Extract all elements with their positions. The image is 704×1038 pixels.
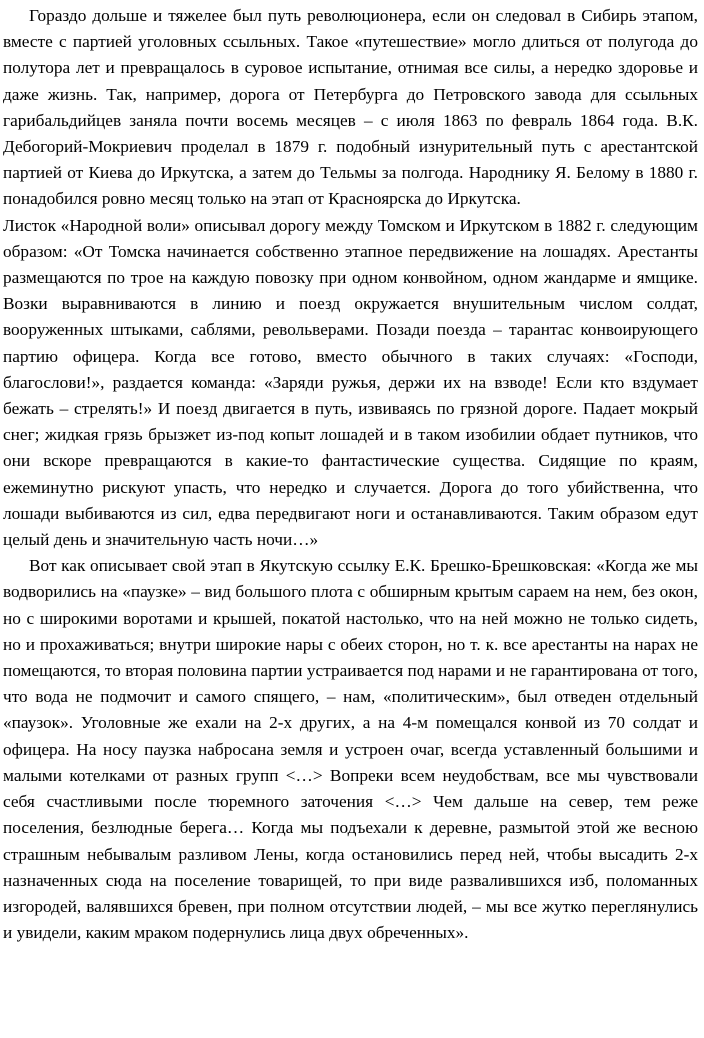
paragraph-breshko-breshkovskaya-account: Вот как описывает свой этап в Якутскую ссылку Е.К. Брешко-Брешковская: «Когда же мы водворились на «паузке» – вид большого плота с обширным крытым сараем на нем, без окон, но с широкими воротами и крышей, покатой настолько, что на ней можно не только сидеть, но и прохаживаться; внутри широкие нары с обеих сторон, но т. к. все арестанты на нарах не помещаются, то вторая половина партии устраивается под нарами и не гарантирована от того, что вода не подмочит и самого спящего, – нам, «политическим», был отведен отдельный «паузок». Уголовные же ехали на 2-х других, а на 4-м помещался конвой из 70 солдат и офицера. На носу паузка набросана земля и устроен очаг, всегда уставленный большими и малыми котелками от разных групп <…> Вопреки всем неудобствам, все мы чувствовали себя счастливыми после тюремного заточения <…> Чем дальше на север, тем реже поселения, безлюдные берега… Когда мы подъехали к деревне, размытой этой же весною страшным небывалым разливом Лены, когда остановились перед ней, чтобы высадить 2-х назначенных сюда на поселение товарищей, то при виде развалившихся изб, поломанных изгородей, валявшихся бревен, при полном отсутствии людей, – мы все жутко переглянулись и увидели, каким мраком подернулись лица двух обреченных». bbox=[3, 556, 698, 943]
paragraph-exile-convoy-journey: Гораздо дольше и тяжелее был путь революционера, если он следовал в Сибирь этапом, вместе с партией уголовных ссыльных. Такое «путешествие» могло длиться от полугода до полутора лет и превращалось в суровое испытание, отнимая все силы, а нередко здоровье и даже жизнь. Так, например, дорога от Петербурга до Петровского завода для ссыльных гарибальдийцев заняла почти восемь месяцев – с июля 1863 по февраль 1864 года. В.К. Дебогорий-Мокриевич проделал в 1879 г. подобный изнурительный путь с арестантской партией от Киева до Иркутска, а затем до Тельмы за полгода. Народнику Я. Белому в 1880 г. понадобился ровно месяц только на этап от Красноярска до Иркутска. bbox=[3, 6, 698, 209]
paragraph-narodnaya-volya-leaflet: Листок «Народной воли» описывал дорогу между Томском и Иркутском в 1882 г. следующим образом: «От Томска начинается собственно этапное передвижение на лошадях. Арестанты размещаются по трое на каждую повозку при одном конвойном, одном жандарме и ямщике. Возки выравниваются в линию и поезд окружается внушительным числом солдат, вооруженных штыками, саблями, револьверами. Позади поезда – тарантас конвоирующего партию офицера. Когда все готово, вместо обычного в таких случаях: «Господи, благослови!», раздается команда: «Заряди ружья, держи их на взводе! Если кто вздумает бежать – стрелять!» И поезд двигается в путь, извиваясь по грязной дороге. Падает мокрый снег; жидкая грязь брызжет из-под копыт лошадей и в таком изобилии обдает путников, что они вскоре превращаются в какие-то фантастические существа. Сидящие по краям, ежеминутно рискуют упасть, что нередко и случается. Дорога до того убийственна, что лошади выбиваются из сил, едва передвигают ноги и останавливаются. Таким образом едут целый день и значительную часть ночи…» bbox=[3, 215, 698, 550]
